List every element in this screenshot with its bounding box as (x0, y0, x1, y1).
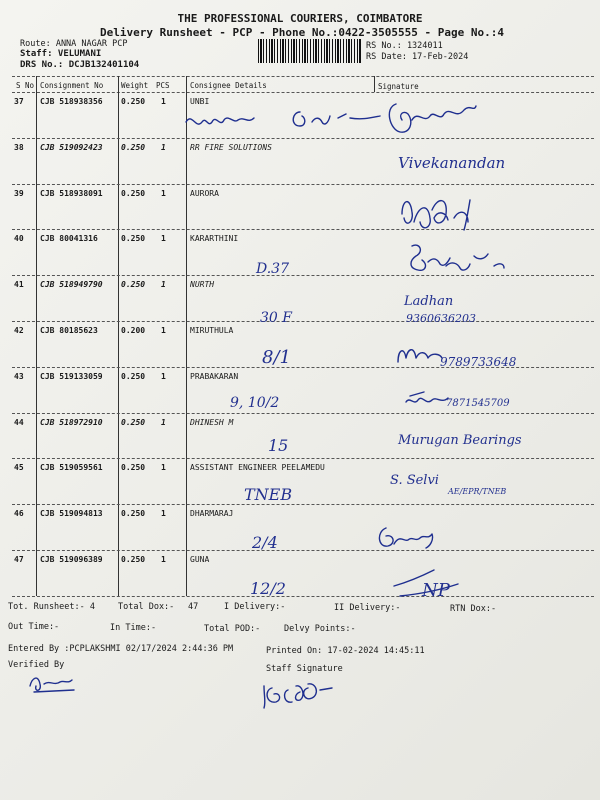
row-consignee: RR FIRE SOLUTIONS (190, 142, 272, 152)
row-consignment-no: CJB 518938091 (40, 188, 103, 198)
col-sno: S No (16, 81, 35, 90)
svg-text:15: 15 (268, 436, 289, 455)
row-sno: 44 (14, 417, 24, 427)
svg-text:D.37: D.37 (256, 261, 289, 277)
row-consignee: MIRUTHULA (190, 326, 234, 335)
row-weight: 0.250 (121, 234, 146, 244)
staff-label: Staff: VELUMANI (20, 49, 102, 59)
row-weight: 0.250 (121, 463, 146, 473)
entered-by: Entered By :PCPLAKSHMI 02/17/2024 2:44:36 PM (8, 644, 234, 654)
row-separator (12, 550, 594, 551)
row-consignment-no: CJB 519096389 (40, 555, 103, 564)
row-pcs: 1 (161, 188, 166, 198)
svg-text:Ladhan: Ladhan (404, 294, 454, 309)
svg-text:AE/EPR/TNEB: AE/EPR/TNEB (448, 487, 507, 496)
row-weight: 0.250 (121, 188, 146, 198)
row-weight: 0.250 (121, 280, 146, 290)
rs-date: RS Date: 17-Feb-2024 (366, 52, 469, 62)
route-label: Route: ANNA NAGAR PCP (20, 39, 128, 49)
row-sno: 43 (14, 371, 24, 381)
in-time: In Time:- (110, 623, 157, 633)
svg-text:9789733648: 9789733648 (440, 355, 517, 369)
total-dox-label: Total Dox:- (118, 602, 175, 612)
col-weight: Weight (121, 81, 149, 90)
row-separator (12, 413, 594, 414)
row-separator (12, 367, 594, 368)
svg-text:9, 10/2: 9, 10/2 (230, 395, 280, 411)
row-sno: 39 (14, 188, 24, 198)
svg-text:30 F: 30 F (260, 310, 292, 326)
row-sno: 45 (14, 463, 24, 473)
row-pcs: 1 (161, 463, 166, 473)
row-pcs: 1 (161, 326, 166, 335)
row-consignee: DHINESH M (190, 417, 234, 427)
row-consignee: UNBI (190, 97, 210, 106)
row-weight: 0.250 (121, 142, 146, 152)
verified-by: Verified By (8, 660, 65, 670)
total-pod: Total POD:- (204, 624, 261, 634)
header-top-rule (12, 76, 594, 77)
row-sno: 47 (14, 555, 24, 564)
svg-text:Murugan Bearings: Murugan Bearings (398, 433, 522, 448)
col-consignment: Consignment No (40, 81, 104, 90)
col-divider (374, 76, 375, 92)
row-separator (12, 458, 594, 459)
row-weight: 0.200 (121, 326, 146, 335)
row-sno: 46 (14, 509, 24, 519)
row-weight: 0.250 (121, 555, 146, 564)
runsheet-title: Delivery Runsheet - PCP - Phone No.:0422-3505555 - Page No.:4 (100, 26, 504, 39)
col-divider (118, 76, 119, 596)
row-consignment-no: CJB 518972910 (40, 417, 103, 427)
row-consignee: ASSISTANT ENGINEER PEELAMEDU (190, 463, 325, 473)
row-sno: 41 (14, 280, 24, 290)
row-consignee: AURORA (190, 188, 219, 198)
row-pcs: 1 (161, 97, 166, 106)
rs-number: RS No.: 1324011 (366, 41, 443, 51)
col-pcs: PCS (156, 81, 170, 90)
svg-text:S. Selvi: S. Selvi (390, 473, 439, 488)
row-separator (12, 504, 594, 505)
col-divider (186, 76, 187, 596)
total-dox-value: 47 (188, 602, 199, 612)
row-separator (12, 596, 594, 597)
svg-text:8/1: 8/1 (262, 347, 291, 368)
row-separator (12, 321, 594, 322)
row-consignment-no: CJB 519059561 (40, 463, 103, 473)
row-pcs: 1 (161, 280, 166, 290)
header-bottom-rule (12, 92, 594, 93)
svg-text:TNEB: TNEB (244, 485, 293, 504)
row-pcs: 1 (161, 509, 166, 519)
row-pcs: 1 (161, 234, 166, 244)
row-separator (12, 184, 594, 185)
delvy-points: Delvy Points:- (284, 624, 356, 634)
row-consignee: DHARMARAJ (190, 509, 234, 519)
row-consignment-no: CJB 519092423 (40, 142, 103, 152)
row-consignment-no: CJB 519133059 (40, 371, 103, 381)
i-delivery: I Delivery:- (224, 602, 286, 612)
row-consignee: PRABAKARAN (190, 371, 239, 381)
svg-text:7871545709: 7871545709 (446, 398, 510, 409)
row-pcs: 1 (161, 371, 166, 381)
row-consignment-no: CJB 80041316 (40, 234, 98, 244)
drs-label: DRS No.: DCJB132401104 (20, 60, 140, 70)
row-sno: 40 (14, 234, 24, 244)
row-consignment-no: CJB 80185623 (40, 326, 98, 335)
row-sno: 38 (14, 142, 24, 152)
row-sno: 37 (14, 97, 24, 106)
row-consignment-no: CJB 519094813 (40, 509, 103, 519)
staff-signature: Staff Signature (266, 664, 343, 674)
ii-delivery: II Delivery:- (334, 603, 401, 613)
row-consignment-no: CJB 518949790 (40, 280, 103, 290)
company-title: THE PROFESSIONAL COURIERS, COIMBATORE (177, 12, 423, 25)
svg-text:Vivekanandan: Vivekanandan (398, 154, 506, 172)
row-weight: 0.250 (121, 371, 146, 381)
row-consignee: KARARTHINI (190, 234, 239, 244)
svg-text:9360636203: 9360636203 (406, 312, 476, 325)
barcode-icon (258, 39, 362, 63)
row-consignment-no: CJB 518938356 (40, 97, 103, 106)
svg-text:12/2: 12/2 (250, 579, 286, 598)
row-separator (12, 275, 594, 276)
row-separator (12, 138, 594, 139)
row-38-handwritten-signature (398, 154, 505, 172)
row-pcs: 1 (161, 417, 166, 427)
tot-runsheet: Tot. Runsheet:- 4 (8, 602, 95, 612)
row-consignee: GUNA (190, 555, 210, 564)
row-pcs: 1 (161, 555, 166, 564)
printed-on: Printed On: 17-02-2024 14:45:11 (266, 646, 425, 656)
row-weight: 0.250 (121, 417, 146, 427)
row-weight: 0.250 (121, 509, 146, 519)
row-weight: 0.250 (121, 97, 146, 106)
col-divider (36, 76, 37, 596)
row-sno: 42 (14, 326, 24, 335)
row-consignee: NURTH (190, 280, 215, 290)
svg-text:2/4: 2/4 (252, 533, 278, 552)
row-separator (12, 229, 594, 230)
row-pcs: 1 (161, 142, 166, 152)
col-consignee: Consignee Details (190, 81, 267, 90)
out-time: Out Time:- (8, 622, 60, 632)
svg-text:NP: NP (422, 580, 450, 601)
col-signature: Signature (378, 82, 419, 91)
rtn-dox: RTN Dox:- (450, 604, 497, 614)
